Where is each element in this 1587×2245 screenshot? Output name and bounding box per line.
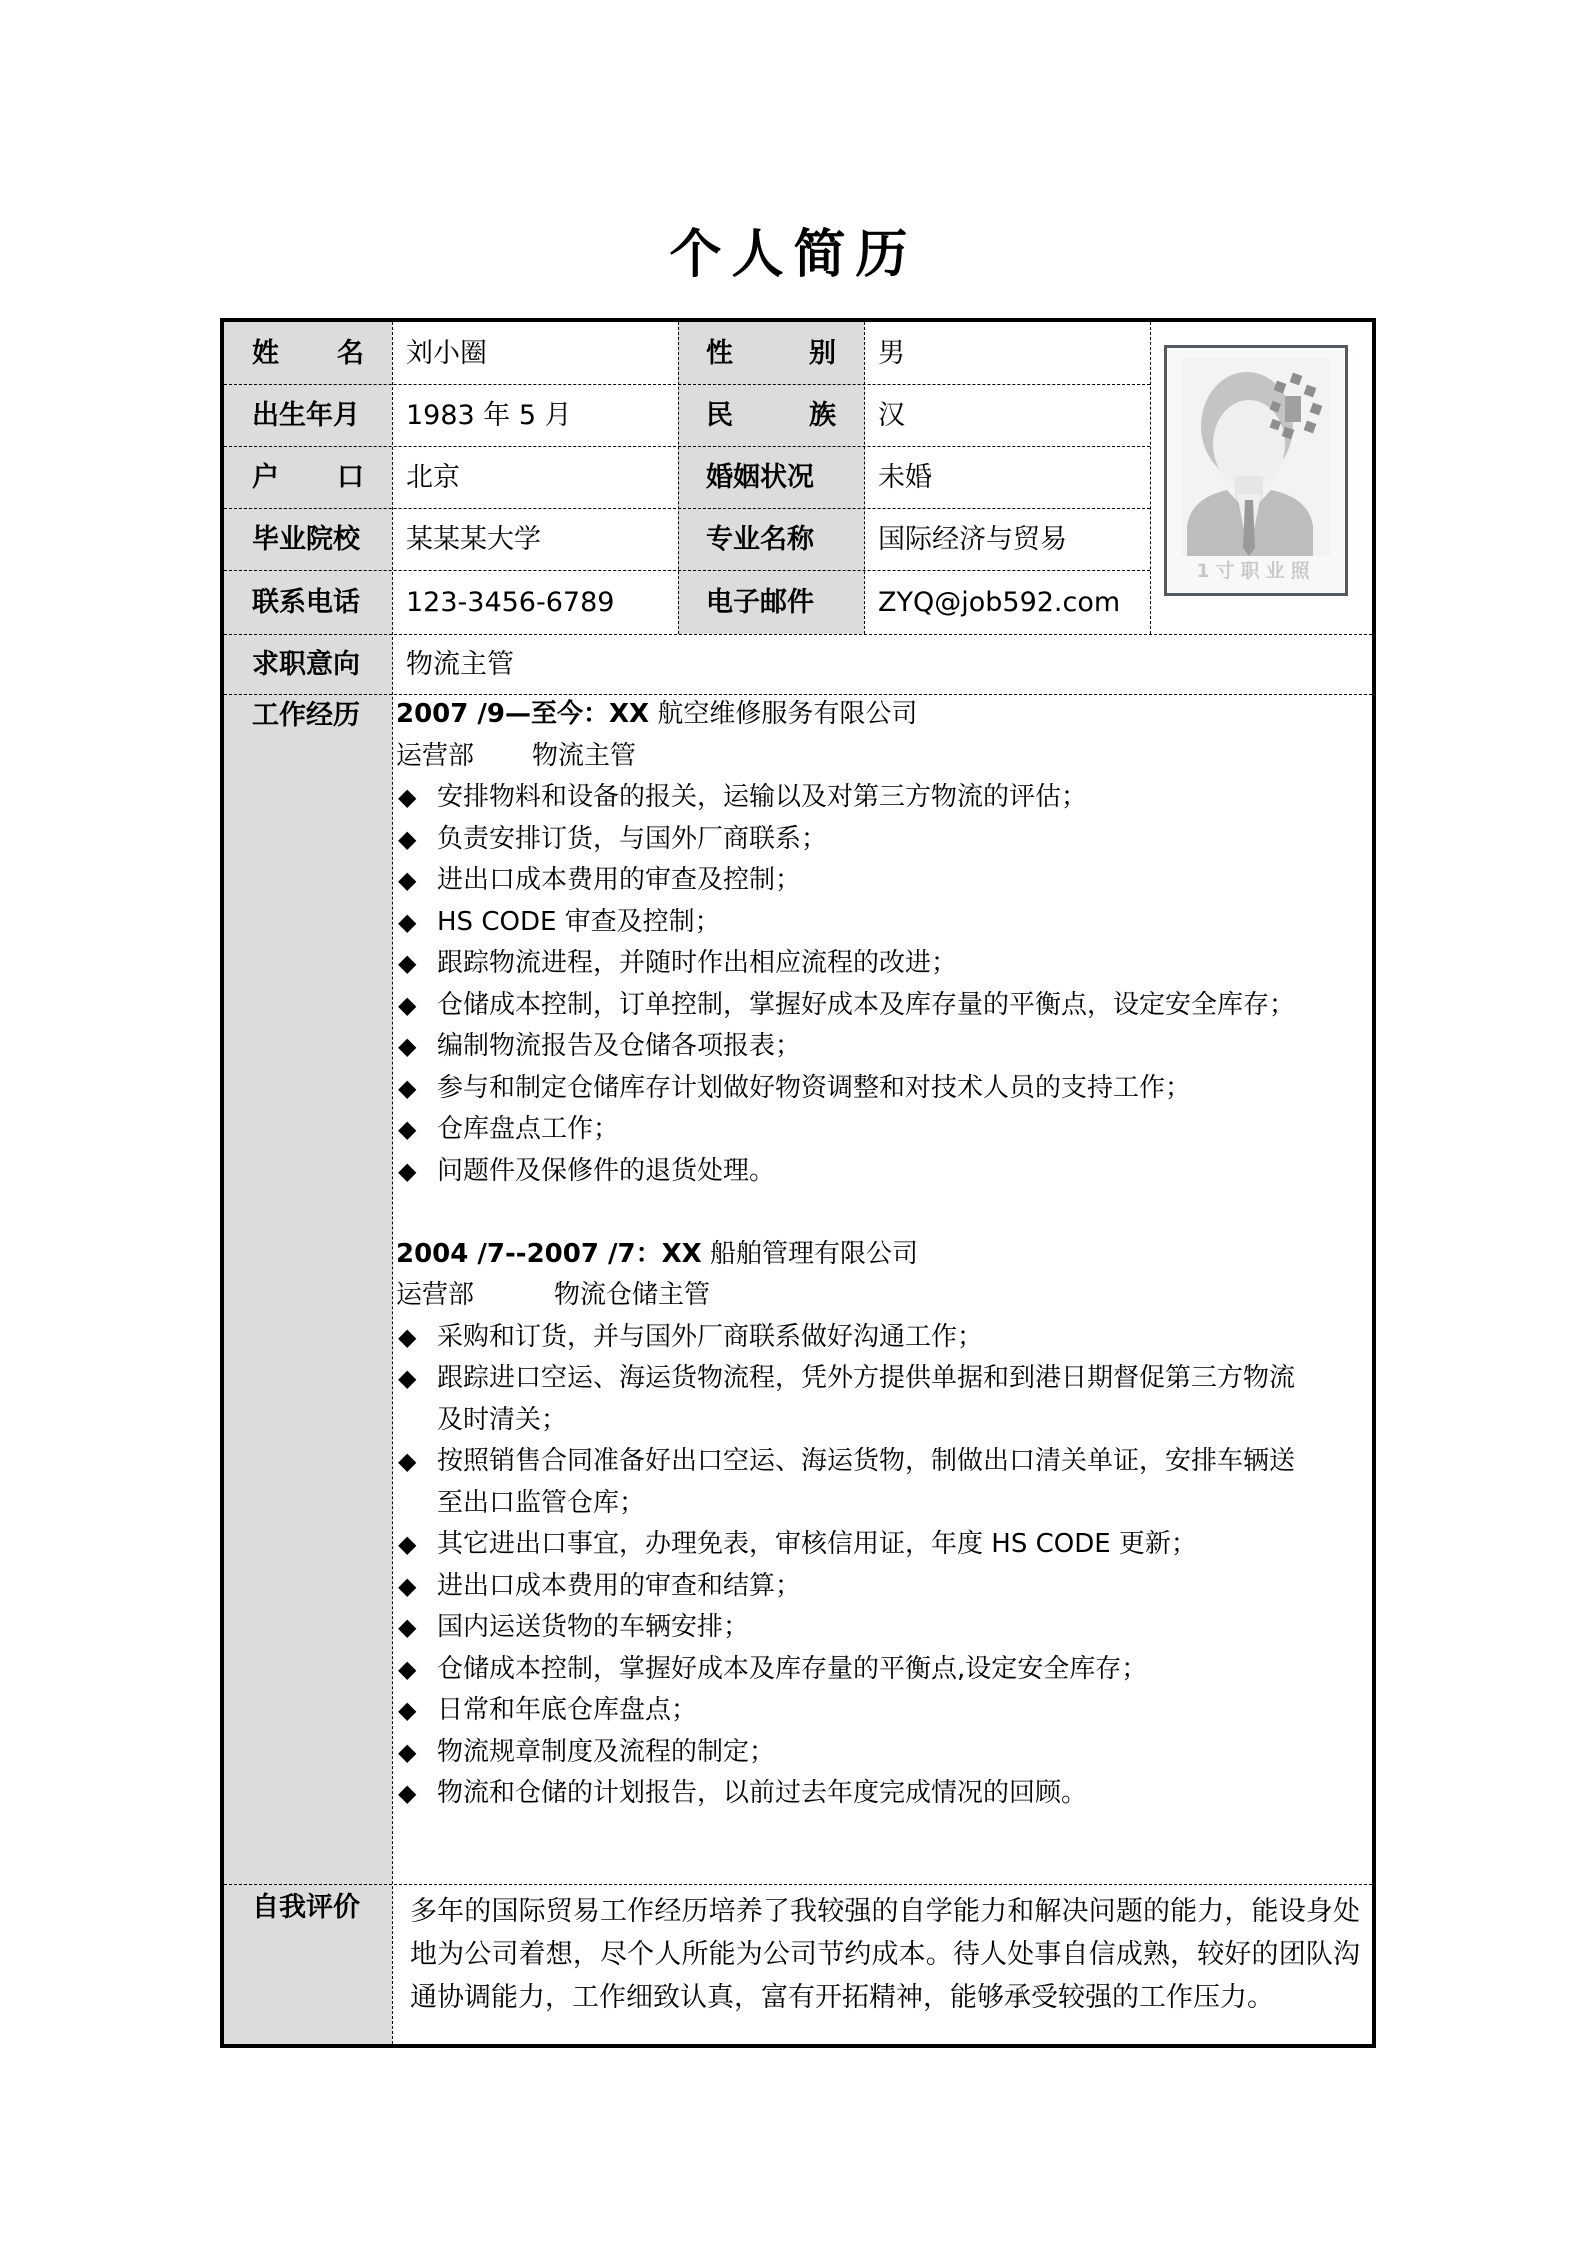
phone-label: 联系电话 — [224, 570, 392, 634]
diamond-bullet-icon: ◆ — [398, 1571, 417, 1600]
duty-text: 国内运送货物的车辆安排； — [437, 1612, 750, 1642]
gender-label-char-1: 性 — [706, 337, 733, 369]
self-evaluation-label: 自我评价 — [224, 1884, 392, 2044]
job-2-role — [396, 1275, 1356, 1317]
diamond-bullet-icon: ◆ — [398, 990, 417, 1019]
job-2-department: 运营部 — [396, 1280, 475, 1310]
duty-text: 仓库盘点工作； — [437, 1114, 620, 1144]
duty-text: 日常和年底仓库盘点； — [437, 1695, 698, 1725]
birth-value: 1983 年 5 月 — [406, 399, 572, 431]
name-value: 刘小圈 — [406, 337, 487, 369]
duty-text: 负责安排订货，与国外厂商联系； — [437, 823, 828, 854]
diamond-bullet-icon: ◆ — [398, 1032, 417, 1060]
diamond-bullet-icon: ◆ — [398, 1156, 417, 1185]
job-1-role — [396, 736, 1356, 778]
job-1-duty — [396, 819, 1356, 861]
self-evaluation-text: 多年的国际贸易工作经历培养了我较强的自学能力和解决问题的能力，能设身处地为公司着想，尽个人所能为公司节约成本。待人处事自信成熟，较好的团队沟通协调能力，工作细致认真，富有开拓精神，能够承受较强的工作压力。 — [410, 1896, 1360, 2013]
hukou-value: 北京 — [406, 461, 460, 493]
duty-text: 参与和制定仓储库存计划做好物资调整和对技术人员的支持工作； — [437, 1072, 1192, 1103]
diamond-bullet-icon: ◆ — [398, 1115, 417, 1143]
duty-text: 进出口成本费用的审查及控制； — [437, 865, 802, 895]
photo-placeholder — [1164, 345, 1348, 596]
job-2-position: 物流仓储主管 — [554, 1280, 711, 1310]
divider — [864, 322, 865, 634]
job-2-duty — [396, 1607, 1356, 1649]
diamond-bullet-icon: ◆ — [398, 1447, 417, 1475]
job-1-duty — [396, 1109, 1356, 1151]
divider — [678, 322, 679, 634]
hukou-label-char-2: 口 — [337, 461, 364, 493]
job-1-period: 2007 /9—至今：XX — [396, 699, 650, 729]
divider — [224, 446, 1150, 447]
name-label-char-2: 名 — [337, 337, 364, 369]
divider — [224, 570, 1150, 571]
hukou-label-char-1: 户 — [252, 461, 279, 493]
name-label — [224, 322, 392, 384]
job-2-duty — [396, 1690, 1356, 1732]
gender-value: 男 — [878, 337, 905, 369]
divider — [224, 508, 1150, 509]
divider — [392, 322, 393, 2044]
duty-text: 进出口成本费用的审查和结算； — [437, 1570, 802, 1601]
diamond-bullet-icon: ◆ — [398, 1322, 417, 1351]
job-2-duty — [396, 1732, 1356, 1774]
job-1-duty — [396, 777, 1356, 819]
job-1-duty — [396, 985, 1317, 1027]
job-1-department: 运营部 — [396, 740, 475, 771]
divider — [224, 694, 1372, 695]
divider — [224, 634, 1372, 635]
marital-label: 婚姻状况 — [678, 446, 864, 508]
job-1-duty — [396, 1151, 1356, 1193]
ethnicity-label-char-1: 民 — [706, 399, 733, 431]
job-1-company: 航空维修服务有限公司 — [649, 699, 918, 729]
job-2-period: 2004 /7--2007 /7：XX — [396, 1238, 702, 1269]
major-value: 国际经济与贸易 — [878, 523, 1067, 555]
objective-value: 物流主管 — [406, 648, 514, 680]
gender-label-char-2: 别 — [809, 337, 836, 369]
duty-text: 采购和订货，并与国外厂商联系做好沟通工作； — [437, 1321, 984, 1352]
job-2-duty — [396, 1773, 1356, 1815]
ethnicity-label-char-2: 族 — [809, 399, 836, 431]
marital-value: 未婚 — [878, 461, 932, 493]
duty-text: 物流规章制度及流程的制定； — [437, 1736, 776, 1767]
divider — [1150, 322, 1151, 634]
job-1-header — [396, 694, 1356, 736]
diamond-bullet-icon: ◆ — [398, 907, 417, 936]
job-1-position: 物流主管 — [532, 740, 637, 771]
ethnicity-value: 汉 — [878, 399, 905, 431]
job-2-duty — [396, 1441, 1317, 1524]
work-experience-content — [396, 694, 1356, 1815]
duty-text: 问题件及保修件的退货处理。 — [437, 1155, 776, 1186]
birth-label: 出生年月 — [224, 384, 392, 446]
spacer — [396, 1192, 1356, 1234]
photo-caption: 1寸职业照 — [1196, 560, 1316, 582]
diamond-bullet-icon: ◆ — [398, 866, 417, 894]
email-value: ZYQ@job592.com — [878, 586, 1121, 618]
job-2-duty — [396, 1566, 1356, 1608]
resume-table — [220, 318, 1376, 2048]
job-2-duty — [396, 1317, 1356, 1359]
diamond-bullet-icon: ◆ — [398, 1779, 417, 1807]
duty-text: 其它进出口事宜，办理免表，审核信用证，年度 HS CODE 更新； — [437, 1529, 1197, 1559]
email-label: 电子邮件 — [678, 570, 864, 634]
duty-text: HS CODE 审查及控制； — [437, 906, 721, 937]
ethnicity-label — [678, 384, 864, 446]
name-label-char-1: 姓 — [252, 337, 279, 369]
duty-text: 安排物料和设备的报关，运输以及对第三方物流的评估； — [437, 782, 1088, 812]
gender-label — [678, 322, 864, 384]
job-2-duty — [396, 1649, 1356, 1691]
diamond-bullet-icon: ◆ — [398, 1613, 417, 1641]
school-value: 某某某大学 — [406, 523, 541, 555]
work-experience-label: 工作经历 — [224, 694, 392, 1884]
job-2-header — [396, 1234, 1356, 1276]
job-1-duty — [396, 1026, 1356, 1068]
divider — [224, 1884, 1372, 1885]
job-2-company: 船舶管理有限公司 — [701, 1238, 918, 1269]
hukou-label — [224, 446, 392, 508]
school-label: 毕业院校 — [224, 508, 392, 570]
diamond-bullet-icon: ◆ — [398, 1530, 417, 1558]
job-2-duty — [396, 1358, 1317, 1441]
duty-text: 仓储成本控制，订单控制，掌握好成本及库存量的平衡点，设定安全库存； — [437, 989, 1296, 1020]
diamond-bullet-icon: ◆ — [398, 1073, 417, 1102]
duty-text: 仓储成本控制，掌握好成本及库存量的平衡点,设定安全库存； — [437, 1653, 1148, 1684]
duty-text: 跟踪物流进程，并随时作出相应流程的改进； — [437, 948, 958, 978]
duty-text: 物流和仓储的计划报告，以前过去年度完成情况的回顾。 — [437, 1778, 1088, 1808]
duty-text: 按照销售合同准备好出口空运、海运货物，制做出口清关单证，安排车辆送至出口监管仓库； — [437, 1446, 1296, 1518]
job-1-duty — [396, 902, 1356, 944]
diamond-bullet-icon: ◆ — [398, 1696, 417, 1724]
job-1-duty — [396, 1068, 1356, 1110]
diamond-bullet-icon: ◆ — [398, 949, 417, 977]
major-label: 专业名称 — [678, 508, 864, 570]
job-1-duty — [396, 943, 1356, 985]
duty-text: 编制物流报告及仓储各项报表； — [437, 1031, 802, 1061]
person-silhouette-icon — [1167, 348, 1345, 558]
job-2-duty — [396, 1524, 1356, 1566]
phone-value: 123-3456-6789 — [406, 586, 615, 618]
diamond-bullet-icon: ◆ — [398, 1364, 417, 1392]
diamond-bullet-icon: ◆ — [398, 1737, 417, 1766]
divider — [224, 384, 1150, 385]
job-1-duty — [396, 860, 1356, 902]
diamond-bullet-icon: ◆ — [398, 824, 417, 853]
duty-text: 跟踪进口空运、海运货物流程，凭外方提供单据和到港日期督促第三方物流及时清关； — [437, 1363, 1296, 1435]
diamond-bullet-icon: ◆ — [398, 783, 417, 811]
page-title: 个人简历 — [669, 224, 918, 285]
objective-label: 求职意向 — [224, 634, 392, 694]
diamond-bullet-icon: ◆ — [398, 1654, 417, 1683]
